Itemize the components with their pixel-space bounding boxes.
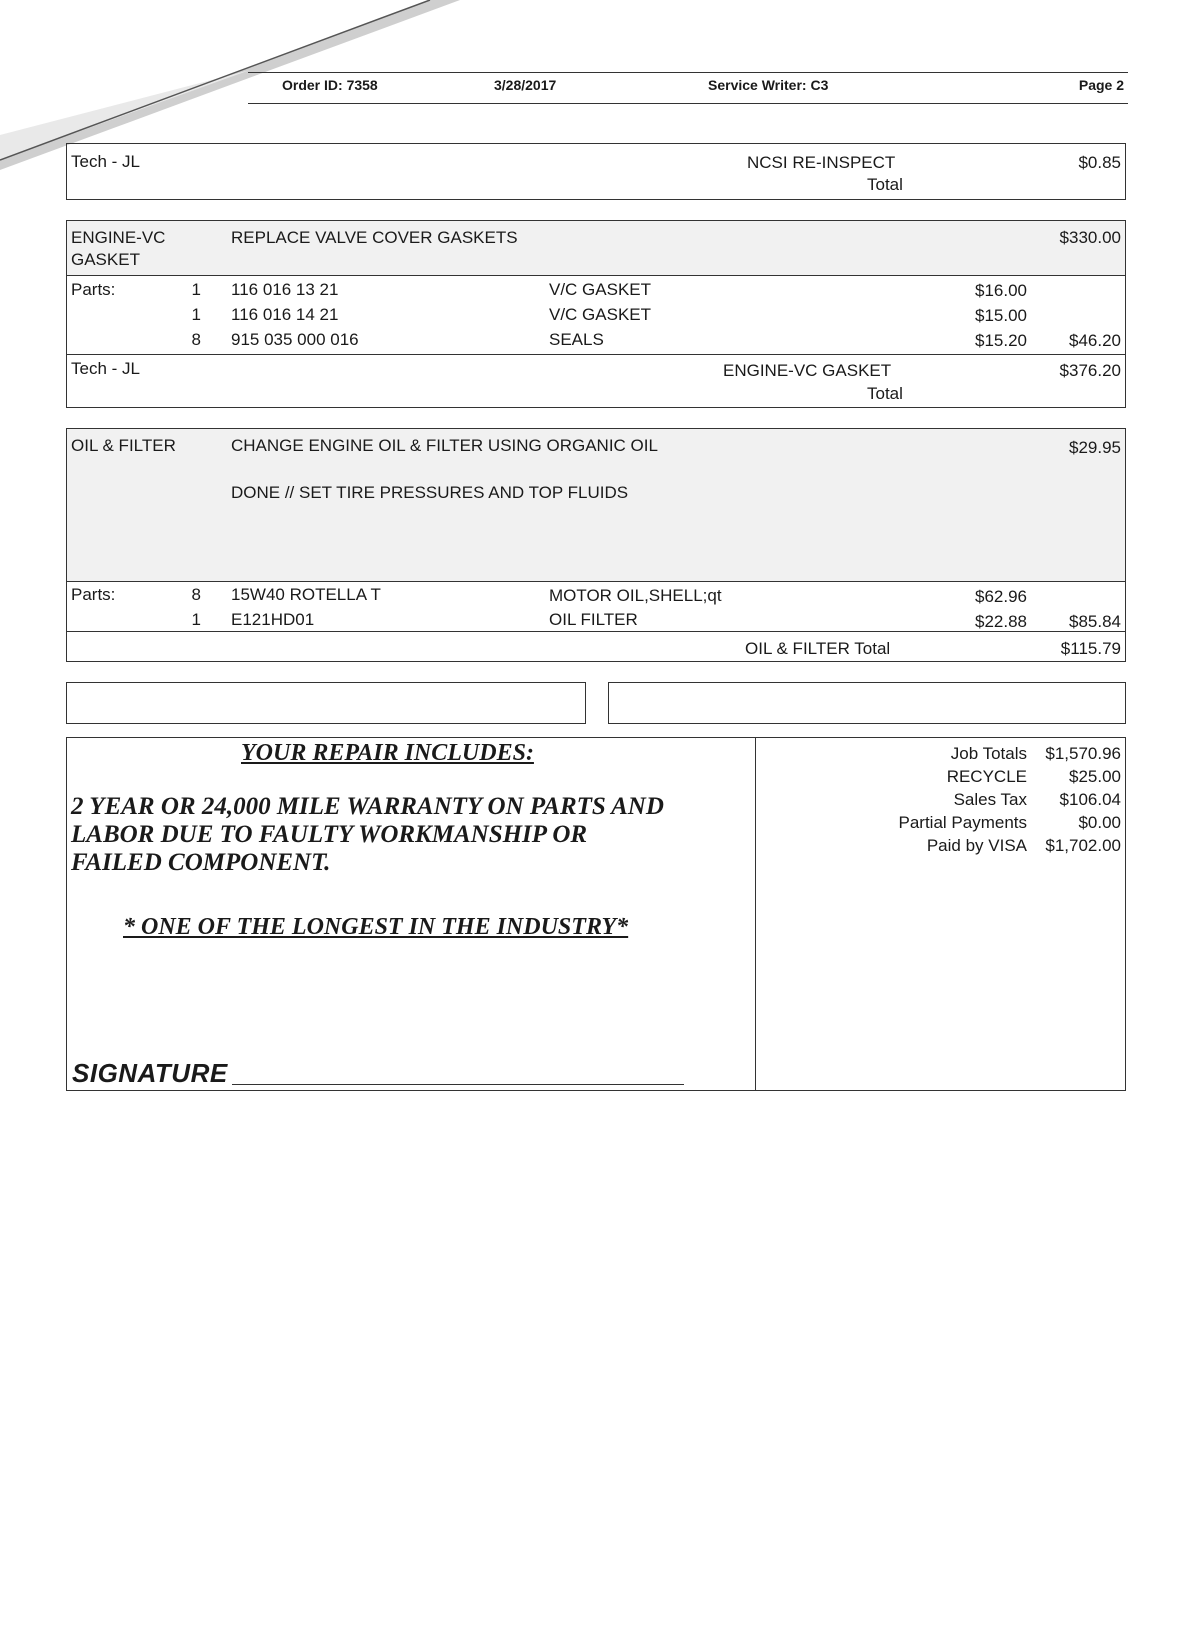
part-price: $16.00: [975, 281, 1027, 300]
totals-value: $1,570.96: [1045, 744, 1121, 763]
part-price: $22.88: [975, 612, 1027, 631]
parts-label: Parts:: [71, 585, 116, 604]
block-total: $115.79: [1060, 639, 1121, 658]
job-name: ENGINE-VC GASKET: [723, 361, 892, 380]
divider: [755, 738, 756, 1090]
labor-amount: $29.95: [1069, 438, 1121, 457]
warranty-heading: YOUR REPAIR INCLUDES:: [241, 740, 534, 766]
empty-box-right: [608, 682, 1126, 724]
divider: [67, 631, 1125, 632]
total-label: Total: [867, 384, 903, 403]
part-qty: 1: [191, 280, 201, 299]
empty-box-left: [66, 682, 586, 724]
totals-value: $1,702.00: [1045, 836, 1121, 855]
job-code: OIL & FILTER: [71, 436, 176, 455]
part-description: V/C GASKET: [549, 305, 652, 324]
totals-label: Partial Payments: [898, 813, 1027, 832]
totals-label: Sales Tax: [953, 790, 1027, 809]
part-price: $62.96: [975, 587, 1027, 606]
part-qty: 8: [191, 330, 201, 349]
page-header: [248, 72, 1128, 104]
part-number: 116 016 14 21: [231, 305, 339, 324]
part-description: V/C GASKET: [549, 280, 652, 299]
divider: [67, 354, 1125, 355]
summary-section: [66, 737, 1126, 1091]
parts-label: Parts:: [71, 280, 116, 299]
part-price: $15.00: [975, 306, 1027, 325]
warranty-line1: 2 YEAR OR 24,000 MILE WARRANTY ON PARTS AND: [71, 793, 664, 820]
totals-label: RECYCLE: [946, 767, 1027, 786]
part-number: 15W40 ROTELLA T: [231, 585, 381, 604]
job-description: REPLACE VALVE COVER GASKETS: [231, 228, 518, 247]
order-date: 3/28/2017: [494, 77, 557, 93]
part-description: MOTOR OIL,SHELL;qt: [549, 586, 722, 605]
page-number: Page 2: [1078, 77, 1124, 93]
service-writer: Service Writer: C3: [708, 77, 829, 93]
job-code-line2: GASKET: [71, 250, 140, 269]
warranty-line2: LABOR DUE TO FAULTY WORKMANSHIP OR: [71, 821, 588, 848]
block-total: $0.85: [1078, 153, 1121, 172]
labor-amount: $330.00: [1059, 228, 1121, 247]
job-description-line1: CHANGE ENGINE OIL & FILTER USING ORGANIC OIL: [231, 436, 658, 455]
total-label: Total: [867, 175, 903, 194]
part-price: $15.20: [975, 331, 1027, 350]
warranty-tagline: * ONE OF THE LONGEST IN THE INDUSTRY*: [123, 914, 629, 940]
tech-label: Tech - JL: [71, 152, 140, 171]
order-id: Order ID: 7358: [282, 77, 378, 93]
job-name: NCSI RE-INSPECT: [747, 153, 896, 172]
block-total: $376.20: [1059, 361, 1121, 380]
parts-total: $46.20: [1069, 331, 1121, 350]
warranty-line3: FAILED COMPONENT.: [71, 849, 331, 876]
part-qty: 1: [191, 610, 201, 629]
total-label: OIL & FILTER Total: [745, 639, 891, 658]
valve-cover-gasket-block: [66, 220, 1126, 408]
oil-filter-block: [66, 428, 1126, 662]
part-description: OIL FILTER: [549, 610, 638, 629]
divider: [67, 581, 1125, 582]
tech-label: Tech - JL: [71, 359, 140, 378]
signature-label: SIGNATURE: [72, 1058, 228, 1088]
part-qty: 1: [191, 305, 201, 324]
totals-label: Paid by VISA: [926, 836, 1027, 855]
divider: [67, 275, 1125, 276]
part-number: 116 016 13 21: [231, 280, 339, 299]
signature-line[interactable]: [232, 1084, 684, 1085]
totals-value: $25.00: [1069, 767, 1121, 786]
parts-total: $85.84: [1069, 612, 1121, 631]
part-qty: 8: [191, 585, 201, 604]
part-number: E121HD01: [231, 610, 315, 629]
job-header-shade: [67, 221, 1125, 275]
totals-label: Job Totals: [950, 744, 1027, 763]
job-description-line2: DONE // SET TIRE PRESSURES AND TOP FLUIDS: [231, 483, 629, 502]
part-description: SEALS: [549, 330, 604, 349]
job-code-line1: ENGINE-VC: [71, 228, 166, 247]
ncsi-reinspect-block: [66, 143, 1126, 200]
totals-value: $106.04: [1059, 790, 1121, 809]
totals-value: $0.00: [1078, 813, 1121, 832]
part-number: 915 035 000 016: [231, 330, 359, 349]
